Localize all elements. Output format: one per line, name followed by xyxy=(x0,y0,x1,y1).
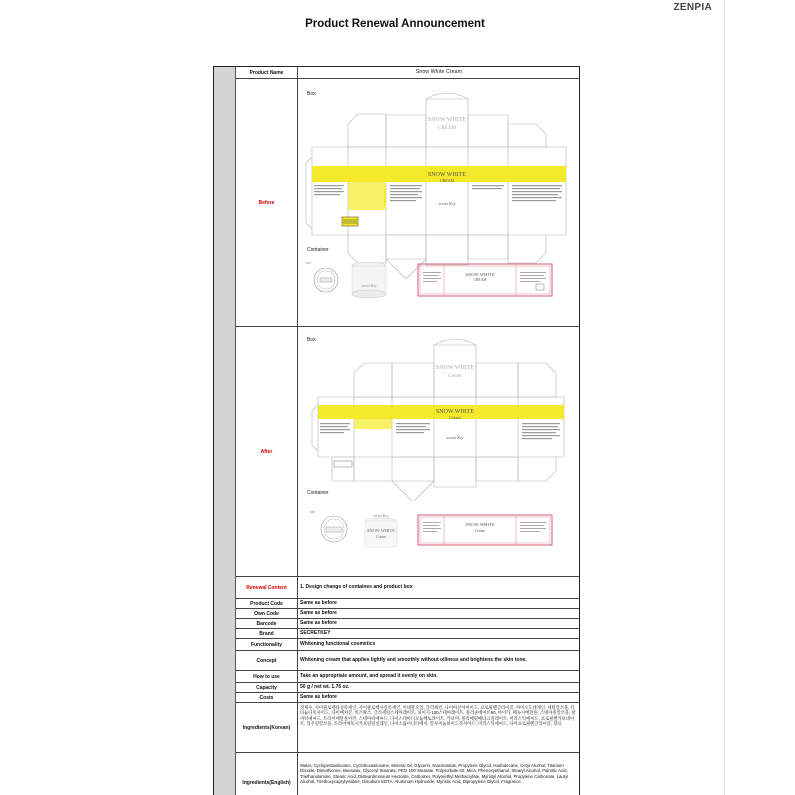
product-name-value: Snow White Cream xyxy=(415,69,463,76)
after-jar-brand: secret Key xyxy=(373,514,389,518)
row-label: After xyxy=(236,327,298,576)
container-caption: Container xyxy=(307,490,329,496)
product-code-value: Same as before xyxy=(300,600,337,607)
row-label: Costs xyxy=(236,693,298,702)
svg-text:SW: SW xyxy=(310,510,315,514)
table-row-renewal-content xyxy=(236,577,580,599)
table-grid xyxy=(236,67,580,795)
row-label: Ingredients(Korean) xyxy=(236,703,298,752)
row-label: Functionality xyxy=(236,639,298,650)
table-row-functionality xyxy=(236,639,580,651)
table-row-costs xyxy=(236,693,580,703)
table-row-own-code xyxy=(236,609,580,619)
table-row-product-name xyxy=(236,67,580,79)
table-row-how-to-use xyxy=(236,671,580,683)
before-jar-brand: secret Key xyxy=(361,284,377,288)
row-label: Brand xyxy=(236,629,298,638)
ingredients-korean-value: 정제수, 사이클로펜타실록세인, 사이클로헥사실록세인, 미네랄오일, 글리세린, 나이아신아마이드, 프로필렌글라이콜, 아이소도데케인, 세틸알코올, 티타늄디옥사이드, 다이메치콘, 비즈왁스, 글리세릴스테아레이트, 피이지-100스테아레이트, 폴리솔베이트60, 마이카, 페녹시에탄올, 스테아릴알코올, 팔미틱애씨드, 트라이에탄올아민, 스테아릭애씨드, 다이스테아디모늄헥토라이트, 카보머, 폴리메틸메타크릴레이트, 미리스틱애씨드, 프로필렌카보네이트, 라우릴알코올, 트라이에톡시카프릴릴실레인, 다이소듐이디티에이, 알루미늄하이드록사이드, 미리스틱애씨드, 다이프로필렌글라이콜, 향료 xyxy=(300,705,576,727)
row-label: Before xyxy=(236,79,298,326)
table-row-ingredients-korean xyxy=(236,703,580,753)
functionality-value: Whitening functional cosmetics xyxy=(300,641,376,648)
page-divider xyxy=(724,0,725,795)
row-label: Capacity xyxy=(236,683,298,692)
brand-value: SECRETKEY xyxy=(300,630,331,637)
row-label: Barcode xyxy=(236,619,298,628)
table-gutter xyxy=(214,67,236,795)
own-code-value: Same as before xyxy=(300,610,337,617)
after-box-top-subtitle: Cream xyxy=(448,374,462,379)
before-label-title: SNOW WHITE xyxy=(465,272,495,277)
row-label: Renewal Content xyxy=(236,577,298,598)
company-logo: ZENPIA xyxy=(673,2,712,13)
row-label: Own Code xyxy=(236,609,298,618)
table-row-brand xyxy=(236,629,580,639)
before-box-top-title: SNOW WHITE xyxy=(427,117,467,123)
before-container-art xyxy=(298,254,579,322)
after-image-cell xyxy=(298,327,580,576)
before-label-subtitle: CREAM xyxy=(473,278,487,282)
before-box-front-title: SNOW WHITE xyxy=(427,172,467,178)
row-label: Ingredients(English) xyxy=(236,753,298,795)
box-caption: Box xyxy=(307,91,316,97)
table-row-after xyxy=(236,327,580,577)
after-box-brand-script: secret Key xyxy=(446,435,464,440)
table-row-barcode xyxy=(236,619,580,629)
table-row-product-code xyxy=(236,599,580,609)
table-row-ingredients-english xyxy=(236,753,580,795)
row-label: Concept xyxy=(236,651,298,670)
after-label-subtitle: Cream xyxy=(474,529,486,533)
after-container-art xyxy=(298,505,579,565)
container-caption: Container xyxy=(307,247,329,253)
after-jar-title: SNOW WHITE xyxy=(366,528,396,533)
table-row-capacity xyxy=(236,683,580,693)
costs-value: Same as before xyxy=(300,694,337,701)
after-box-top-title: SNOW WHITE xyxy=(435,365,475,371)
before-box-brand-script: secret Key xyxy=(438,201,456,206)
renewal-table xyxy=(213,66,580,795)
row-label: How to use xyxy=(236,671,298,682)
capacity-value: 50 g / net wt. 1.76 oz. xyxy=(300,684,350,691)
concept-value: Whitening cream that applies lightly and smoothly without oiliness and brightens the skin tone. xyxy=(300,657,527,664)
before-box-top-subtitle: CREAM xyxy=(438,126,456,131)
after-box-front-title: SNOW WHITE xyxy=(435,409,475,415)
before-box-front-subtitle: CREAM xyxy=(439,178,455,183)
renewal-content-value: 1. Design change of containes and product box xyxy=(300,584,413,591)
ingredients-english-value: Water, Cyclopentasiloxane, Cyclohexasiloxane, Mineral Oil, Glycerin, Niacinamide, Propylene Glycol, Isododecane, Cetyl Alcohol, Titanium Dioxide, Dimethicone, Beeswax, Glyceryl Stearate, PEG-100 Stearate, Polysorbate 60, Mica, Phenoxyethanol, Stearyl Alcohol, Palmitic Acid, Triethanolamine, Stearic Acid, Disteardimonium Hectorite, Carbomer, Polymethyl Methacrylate, Myristyl Alcohol, Propylene Carbonate, Lauryl Alcohol, Triethoxycaprylylsilane, Disodium EDTA, Aluminum Hydroxide, Myristic Acid, Dipropylene Glycol, Fragrance xyxy=(300,763,569,785)
after-label-title: SNOW WHITE xyxy=(465,522,495,527)
row-label: Product Name xyxy=(236,67,298,78)
box-caption: Box xyxy=(307,337,316,343)
how-to-use-value: Take an appropriate amount, and spread it evenly on skin. xyxy=(300,673,438,680)
after-box-front-subtitle: Cream xyxy=(449,415,461,420)
after-jar-subtitle: Cream xyxy=(375,535,387,539)
table-row-before xyxy=(236,79,580,327)
before-image-cell xyxy=(298,79,580,326)
page-title: Product Renewal Announcement xyxy=(305,18,485,30)
table-row-concept xyxy=(236,651,580,671)
barcode-value: Same as before xyxy=(300,620,337,627)
row-label: Product Code xyxy=(236,599,298,608)
svg-text:SW: SW xyxy=(306,261,311,265)
